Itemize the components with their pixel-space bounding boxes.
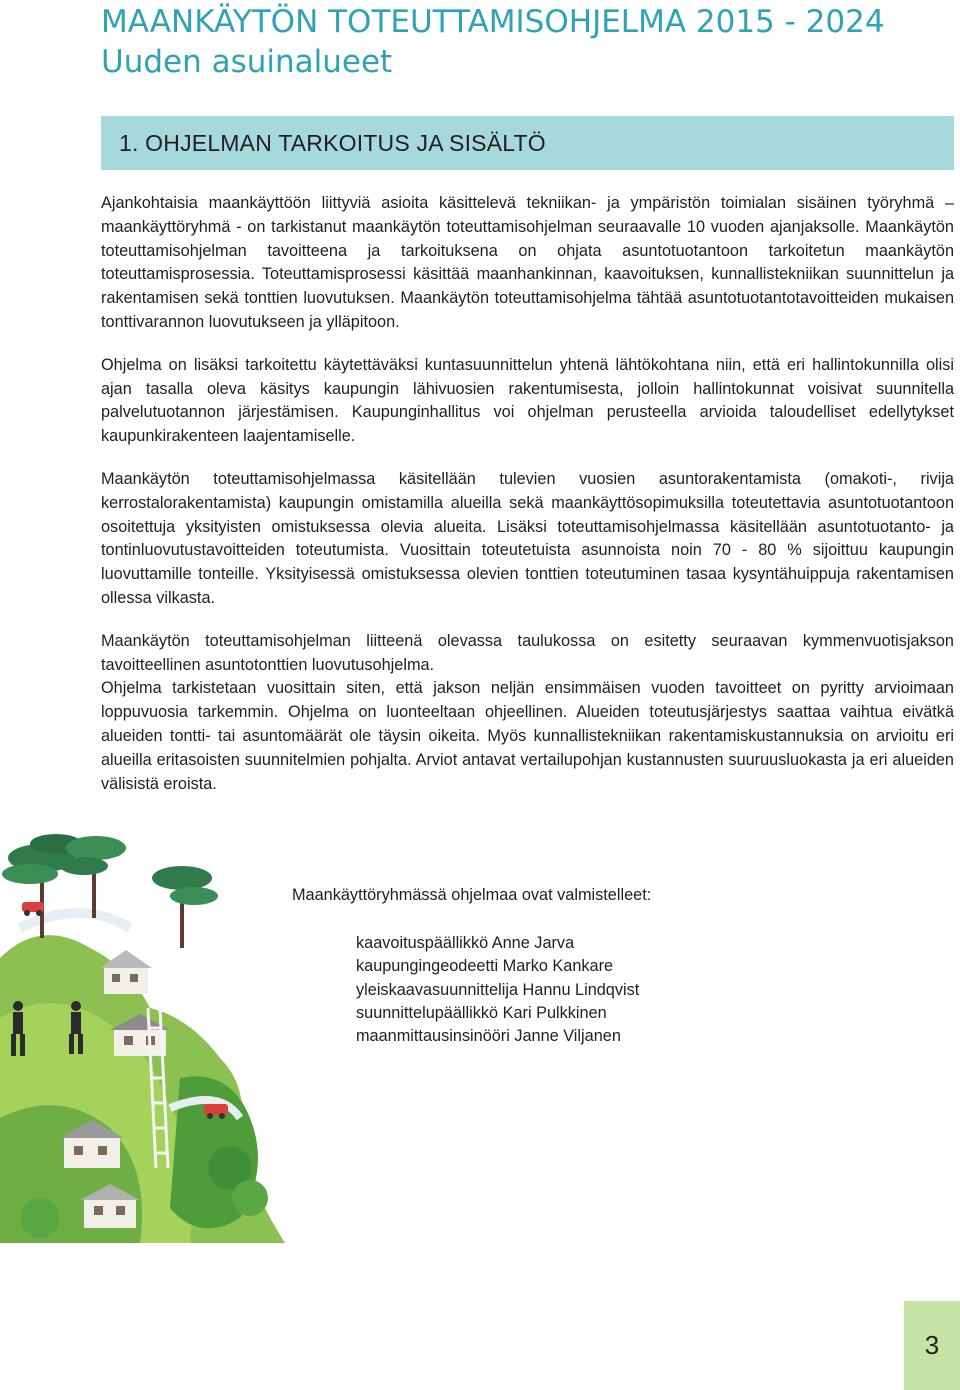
- credits-list: [356, 932, 639, 1048]
- landscape-illustration: [0, 818, 290, 1243]
- credits-intro: Maankäyttöryhmässä ohjelmaa ovat valmistelleet:: [292, 886, 652, 904]
- paragraph-3: Maankäytön toteuttamisohjelmassa käsitellään tulevien vuosien asuntorakentamista (omakoti-, rivija kerrostalorakentamista) kaupungin omistamilla alueilla sekä maankäyttösopimuksilla toteutettavia asuntotuotantoon osoitettuja yksityisten omistuksessa olevia alueita. Lisäksi toteuttamisohjelmassa käsitellään asuntotuotanto- ja tontinluovutustavoitteiden toteutumista. Vuosittain toteutetuista asunnoista noin 70 - 80 % sijoittuu kaupungin luovuttamille tonteille. Yksityisessä omistuksessa olevien tonttien toteutuminen tasaa kysyntähuippuja rakentamisen ollessa vilkasta.: [101, 469, 954, 607]
- house-icon: [100, 950, 152, 994]
- section-heading: 1. OHJELMAN TARKOITUS JA SISÄLTÖ: [119, 129, 546, 156]
- page-number: 3: [924, 1330, 940, 1360]
- paragraph-2: Ohjelma on lisäksi tarkoitettu käytettäväksi kuntasuunnittelun yhtenä lähtökohtana niin, että eri hallintokunnilla olisi ajan tasalla oleva käsitys kaupungin lähivuosien rakentumisesta, jolloin hallintokunnat voisivat suunnitella palvelutuotannon järjestämisen. Kaupunginhallitus voi ohjelman perusteella arvioida taloudelliset edellytykset kaupunkirakenteen laajentamiselle.: [101, 355, 954, 446]
- paragraph-5: Ohjelma tarkistetaan vuosittain siten, että jakson neljän ensimmäisen vuoden tavoitteet on pyritty arvioimaan loppuvuosia tarkemmin. Ohjelma on luonteeltaan ohjeellinen. Alueiden toteutusjärjestys saattaa vaihtua eivätkä alueiden tontti- tai asuntomäärät ole täysin oikeita. Myös kunnallistekniikan rakentamiskustannuksia on arvioitu eri alueilla eritasoisten suunnitelmien pohjalta. Arviot antavat vertailupohjan kustannusten suuruusluokasta ja eri alueiden välisistä eroista.: [101, 679, 954, 793]
- section-header-bar: [101, 116, 954, 170]
- paragraph-1: Ajankohtaisia maankäyttöön liittyviä asioita käsittelevä tekniikan- ja ympäristön toimialan sisäinen työryhmä – maankäyttöryhmä - on tarkistanut maankäytön toteuttamisohjelman seuraavalle 10 vuoden ajanjaksolle. Maankäytön toteuttamisohjelman tavoitteena ja tarkoituksena on ohjata asuntotuotantoon tarkoitetun maankäytön toteuttamisprosessia. Toteuttamisprosessi käsittää maanhankinnan, kaavoituksen, kunnallistekniikan suunnittelun ja rakentamisen sekä tonttien luovutuksen. Maankäytön toteuttamisohjelma tähtää asuntotuotantotavoitteiden mukaisen tonttivarannon luovutukseen ja ylläpitoon.: [101, 194, 954, 331]
- title-line-1: MAANKÄYTÖN TOTEUTTAMISOHJELMA 2015 - 2024: [101, 4, 885, 40]
- credit-person: kaupungingeodeetti Marko Kankare: [356, 957, 614, 976]
- credit-person: suunnittelupäällikkö Kari Pulkkinen: [356, 1003, 607, 1022]
- car-icon: [22, 902, 44, 916]
- page-title: [101, 2, 951, 82]
- body-text: [101, 192, 954, 815]
- page-number-box: [904, 1301, 960, 1390]
- credit-person: kaavoituspäällikkö Anne Jarva: [356, 934, 575, 952]
- credit-person: yleiskaavasuunnittelija Hannu Lindqvist: [356, 980, 640, 999]
- credit-person: maanmittausinsinööri Janne Viljanen: [356, 1027, 621, 1046]
- tree-icon: [60, 836, 126, 918]
- tree-icon: [152, 866, 218, 948]
- title-line-2: Uuden asuinalueet: [101, 44, 393, 80]
- paragraph-4: Maankäytön toteuttamisohjelman liitteenä olevassa taulukossa on esitetty seuraavan kymmenvuotisjakson tavoitteellinen asuntotonttien luovutusohjelma.: [101, 631, 954, 674]
